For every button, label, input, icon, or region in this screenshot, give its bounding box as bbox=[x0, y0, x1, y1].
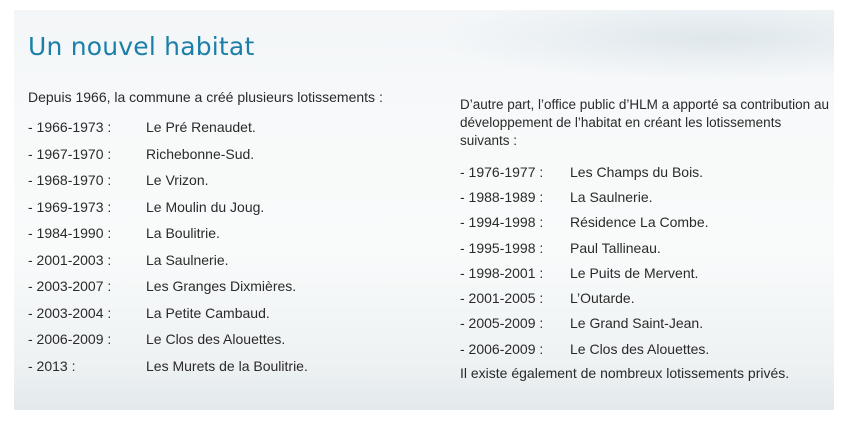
background-sky bbox=[434, 10, 834, 80]
subdivision-name: Le Pré Renaudet. bbox=[146, 119, 256, 136]
period: - 1976-1977 : bbox=[460, 163, 544, 180]
list-item bbox=[460, 336, 834, 361]
list-item bbox=[28, 326, 438, 353]
period: - 2001-2003 : bbox=[28, 251, 112, 268]
list-item bbox=[460, 260, 834, 285]
subdivision-name: Le Clos des Alouettes. bbox=[570, 340, 710, 357]
page-title: Un nouvel habitat bbox=[28, 32, 255, 61]
subdivision-name: Le Vrizon. bbox=[146, 172, 209, 189]
period: - 1966-1973 : bbox=[28, 119, 112, 136]
list-item bbox=[28, 167, 438, 194]
list-item bbox=[460, 184, 834, 209]
list-item bbox=[28, 247, 438, 274]
list-item bbox=[460, 210, 834, 235]
subdivision-name: Paul Tallineau. bbox=[570, 239, 661, 256]
subdivision-name: La Boulitrie. bbox=[146, 225, 220, 242]
period: - 2006-2009 : bbox=[28, 331, 112, 348]
subdivision-name: L’Outarde. bbox=[570, 290, 635, 307]
right-outro: Il existe également de nombreux lotissements privés. bbox=[460, 365, 790, 382]
list-item bbox=[28, 353, 438, 380]
period: - 1968-1970 : bbox=[28, 172, 112, 189]
left-intro: Depuis 1966, la commune a créé plusieurs lotissements : bbox=[28, 89, 383, 105]
subdivision-name: La Petite Cambaud. bbox=[146, 304, 270, 321]
right-intro: D’autre part, l’office public d’HLM a apporté sa contribution au développement de l’habitat en créant les lotissements suivants : bbox=[460, 97, 829, 148]
subdivision-name: La Saulnerie. bbox=[570, 188, 653, 205]
list-item bbox=[460, 311, 834, 336]
period: - 2006-2009 : bbox=[460, 340, 544, 357]
document-page bbox=[14, 10, 834, 410]
list-item bbox=[28, 300, 438, 327]
period: - 2003-2007 : bbox=[28, 278, 112, 295]
list-item bbox=[460, 235, 834, 260]
period: - 1988-1989 : bbox=[460, 188, 544, 205]
period: - 2003-2004 : bbox=[28, 304, 112, 321]
left-column bbox=[28, 88, 438, 379]
period: - 2013 : bbox=[28, 357, 76, 374]
period: - 1995-1998 : bbox=[460, 239, 544, 256]
period: - 2001-2005 : bbox=[460, 290, 544, 307]
list-item bbox=[28, 114, 438, 141]
subdivision-name: Les Granges Dixmières. bbox=[146, 278, 297, 295]
list-item bbox=[28, 273, 438, 300]
list-item bbox=[28, 194, 438, 221]
subdivision-name: Le Moulin du Joug. bbox=[146, 198, 265, 215]
subdivision-name: Résidence La Combe. bbox=[570, 214, 709, 231]
subdivision-name: Le Grand Saint-Jean. bbox=[570, 315, 704, 332]
subdivision-name: Les Champs du Bois. bbox=[570, 163, 704, 180]
period: - 1994-1998 : bbox=[460, 214, 544, 231]
right-column bbox=[460, 96, 834, 395]
period: - 2005-2009 : bbox=[460, 315, 544, 332]
list-item bbox=[460, 159, 834, 184]
list-item bbox=[460, 285, 834, 310]
subdivision-name: La Saulnerie. bbox=[146, 251, 229, 268]
period: - 1967-1970 : bbox=[28, 145, 112, 162]
subdivision-name: Le Puits de Mervent. bbox=[570, 264, 699, 281]
list-item bbox=[28, 220, 438, 247]
period: - 1998-2001 : bbox=[460, 264, 544, 281]
period: - 1969-1973 : bbox=[28, 198, 112, 215]
list-item bbox=[28, 141, 438, 168]
subdivision-name: Les Murets de la Boulitrie. bbox=[146, 357, 308, 374]
period: - 1984-1990 : bbox=[28, 225, 112, 242]
subdivision-name: Richebonne-Sud. bbox=[146, 145, 255, 162]
subdivision-name: Le Clos des Alouettes. bbox=[146, 331, 286, 348]
